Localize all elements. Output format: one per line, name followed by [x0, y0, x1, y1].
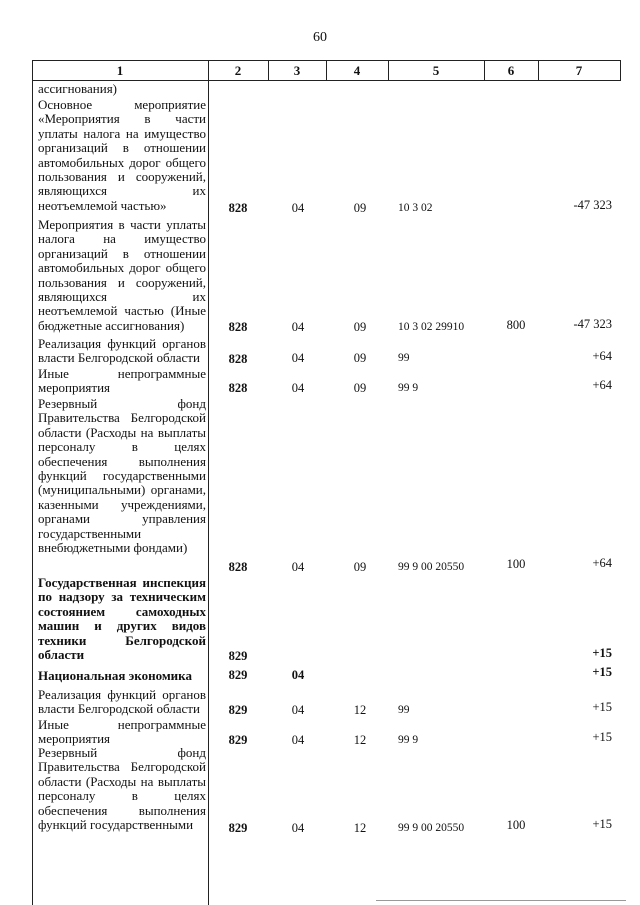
row-1-col-5: 10 3 02 [398, 202, 433, 214]
row-4-col-5: 99 9 [398, 382, 419, 394]
row-7-col-2: 829 [228, 668, 248, 682]
row-1-col-2: 828 [228, 201, 248, 215]
row-5-col-7: +64 [592, 556, 612, 570]
header-col-3: 3 [293, 63, 301, 78]
row-8-col-7: +15 [592, 700, 612, 714]
bottom-rule [376, 900, 626, 901]
row-6-col-7: +15 [592, 646, 612, 660]
row-7-description: Национальная экономика [38, 668, 192, 683]
row-2-col-2: 828 [228, 320, 248, 334]
row-2-col-4: 09 [353, 320, 367, 334]
row-5-col-5: 99 9 00 20550 [398, 561, 465, 573]
row-10-col-6: 100 [506, 818, 526, 832]
row-6-col-2: 829 [228, 649, 248, 663]
row-4-col-2: 828 [228, 381, 248, 395]
header-col-6: 6 [507, 63, 515, 78]
row-3-description: Реализация функций органов власти Белгородской области [38, 336, 206, 366]
row-2-description: Мероприятия в части уплаты налога на имущество организаций в отношении автомобильных дорог общего пользования и сооружений, являющихся их неотъемлемой частью (Иные бюджетные ассигнования) [38, 217, 206, 333]
row-4-col-4: 09 [353, 381, 367, 395]
row-1-col-3: 04 [291, 201, 305, 215]
row-6-description: Государственная инспекция по надзору за техническим состоянием самоходных машин и других видов техники Белгородской области [38, 575, 206, 663]
row-10-col-2: 829 [228, 821, 248, 835]
row-1-description: Основное мероприятие «Мероприятия в части уплаты налога на имущество организаций в отношении автомобильных дорог общего пользования и сооружений, являющихся их неотъемлемой частью» [38, 97, 206, 213]
row-4-col-3: 04 [291, 381, 305, 395]
page-number: 60 [313, 30, 327, 45]
row-4-description: Иные непрограммные мероприятия [38, 366, 206, 396]
row-5-col-4: 09 [353, 560, 367, 574]
row-5-description: Резервный фонд Правительства Белгородской области (Расходы на выплаты персоналу в целях обеспечения выполнения функций государственными (муниципальными) органами, казенными учреждениями, органами управления государственными внебюджетными фондами) [38, 396, 206, 556]
row-3-col-2: 828 [228, 352, 248, 366]
row-8-col-3: 04 [291, 703, 305, 717]
row-7-col-7: +15 [592, 665, 612, 679]
row-10-col-4: 12 [353, 821, 367, 835]
row-8-description: Реализация функций органов власти Белгородской области [38, 687, 206, 717]
row-9-col-3: 04 [291, 733, 305, 747]
row-1-col-4: 09 [353, 201, 367, 215]
row-0-description: ассигнования) [38, 81, 118, 96]
row-9-col-4: 12 [353, 733, 367, 747]
col-border-7 [620, 60, 621, 81]
row-5-col-6: 100 [506, 557, 526, 571]
row-5-col-3: 04 [291, 560, 305, 574]
row-2-col-7: -47 323 [573, 317, 612, 331]
header-col-4: 4 [353, 63, 361, 78]
row-9-col-5: 99 9 [398, 734, 419, 746]
row-3-col-5: 99 [398, 352, 410, 364]
header-col-2: 2 [234, 63, 242, 78]
row-10-col-7: +15 [592, 817, 612, 831]
row-9-description: Иные непрограммные мероприятия [38, 717, 206, 747]
row-1-col-7: -47 323 [573, 198, 612, 212]
header-col-5: 5 [432, 63, 440, 78]
row-8-col-4: 12 [353, 703, 367, 717]
header-col-1: 1 [116, 63, 124, 78]
row-8-col-5: 99 [398, 704, 410, 716]
col-border-0 [32, 60, 33, 905]
row-3-col-7: +64 [592, 349, 612, 363]
row-3-col-3: 04 [291, 351, 305, 365]
row-2-col-6: 800 [506, 318, 526, 332]
row-4-col-7: +64 [592, 378, 612, 392]
row-8-col-2: 829 [228, 703, 248, 717]
col-border-1 [208, 60, 209, 905]
row-10-col-3: 04 [291, 821, 305, 835]
header-col-7: 7 [575, 63, 583, 78]
row-5-col-2: 828 [228, 560, 248, 574]
row-7-col-3: 04 [291, 668, 305, 682]
row-9-col-2: 829 [228, 733, 248, 747]
row-9-col-7: +15 [592, 730, 612, 744]
row-2-col-3: 04 [291, 320, 305, 334]
row-3-col-4: 09 [353, 351, 367, 365]
row-10-description: Резервный фонд Правительства Белгородской области (Расходы на выплаты персоналу в целях обеспечения выполнения функций государственными [38, 745, 206, 833]
row-2-col-5: 10 3 02 29910 [398, 321, 465, 333]
row-10-col-5: 99 9 00 20550 [398, 822, 465, 834]
